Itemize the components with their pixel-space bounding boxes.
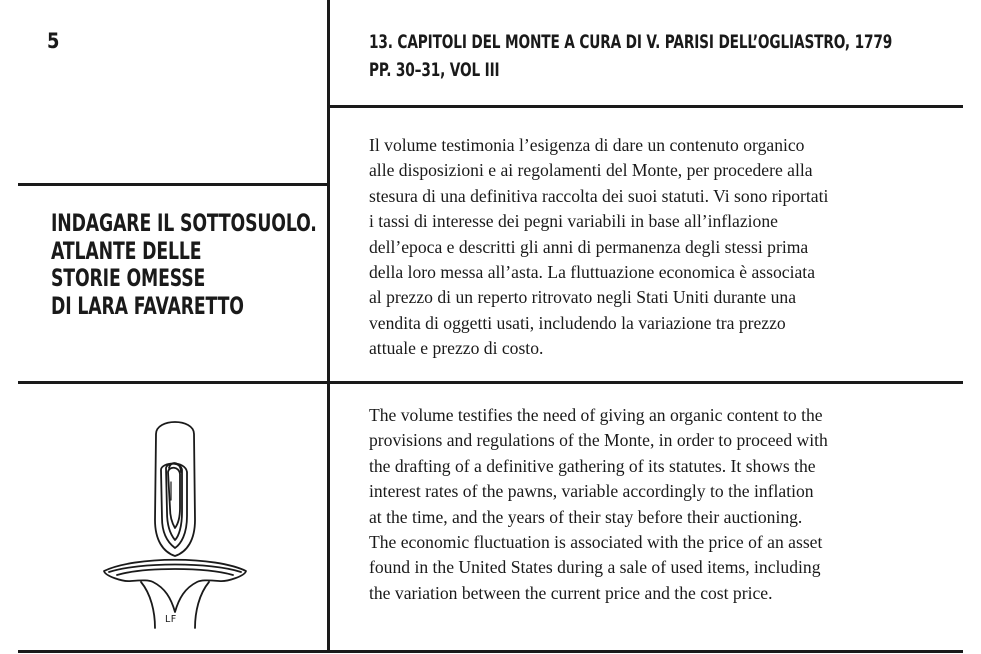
italian-line: Il volume testimonia l’esigenza di dare un contenuto organico xyxy=(369,135,805,155)
book-title-line-1: INDAGARE IL SOTTOSUOLO. xyxy=(51,209,317,237)
italian-line: alle disposizioni e ai regolamenti del Monte, per procedere alla xyxy=(369,160,813,181)
english-paragraph xyxy=(369,403,929,606)
italian-line: stesura di una definitiva raccolta dei suoi statuti. Vi sono riportati xyxy=(369,185,829,206)
italian-line: dell’epoca e descritti gli anni di permanenza degli stessi prima xyxy=(369,236,809,257)
vase-drawing-icon xyxy=(95,412,255,634)
heading-line-2: PP. 30–31, VOL III xyxy=(369,59,500,81)
bottom-divider xyxy=(18,650,963,653)
english-line: found in the United States during a sale of used items, including xyxy=(369,557,821,578)
book-title-line-3: STORIE OMESSE xyxy=(51,264,206,292)
book-title-line-4: DI LARA FAVARETTO xyxy=(51,291,244,320)
english-line: The volume testifies the need of giving an organic content to the xyxy=(369,405,823,425)
italian-line: i tassi di interesse dei pegni variabili in base all’inflazione xyxy=(369,211,778,232)
english-line: The economic fluctuation is associated with the price of an asset xyxy=(369,532,823,553)
english-line: the drafting of a definitive gathering of its statutes. It shows the xyxy=(369,455,816,476)
english-line: at the time, and the years of their stay before their auctioning. xyxy=(369,506,803,527)
english-line: provisions and regulations of the Monte, in order to proceed with xyxy=(369,430,828,451)
book-title xyxy=(51,210,317,320)
vertical-divider xyxy=(327,0,330,652)
heading-divider xyxy=(330,105,963,108)
heading-line-1: 13. CAPITOLI DEL MONTE A CURA DI V. PARISI DELL’OGLIASTRO, 1779 xyxy=(369,31,893,53)
italian-paragraph xyxy=(369,133,929,362)
page-number: 5 xyxy=(47,29,60,53)
english-line: interest rates of the pawns, variable accordingly to the inflation xyxy=(369,481,814,502)
italian-line: vendita di oggetti usati, includendo la variazione tra prezzo xyxy=(369,312,786,333)
italian-line: al prezzo di un reperto ritrovato negli Stati Uniti durante una xyxy=(369,287,797,308)
document-heading xyxy=(369,28,892,84)
book-title-line-2: ATLANTE DELLE xyxy=(51,236,202,265)
italian-line: attuale e prezzo di costo. xyxy=(369,338,544,359)
italian-line: della loro messa all’asta. La fluttuazione economica è associata xyxy=(369,262,816,283)
illustration-label: LF xyxy=(165,614,177,625)
middle-divider xyxy=(18,381,963,384)
english-line: the variation between the current price and the cost price. xyxy=(369,582,773,603)
title-divider xyxy=(18,183,327,186)
